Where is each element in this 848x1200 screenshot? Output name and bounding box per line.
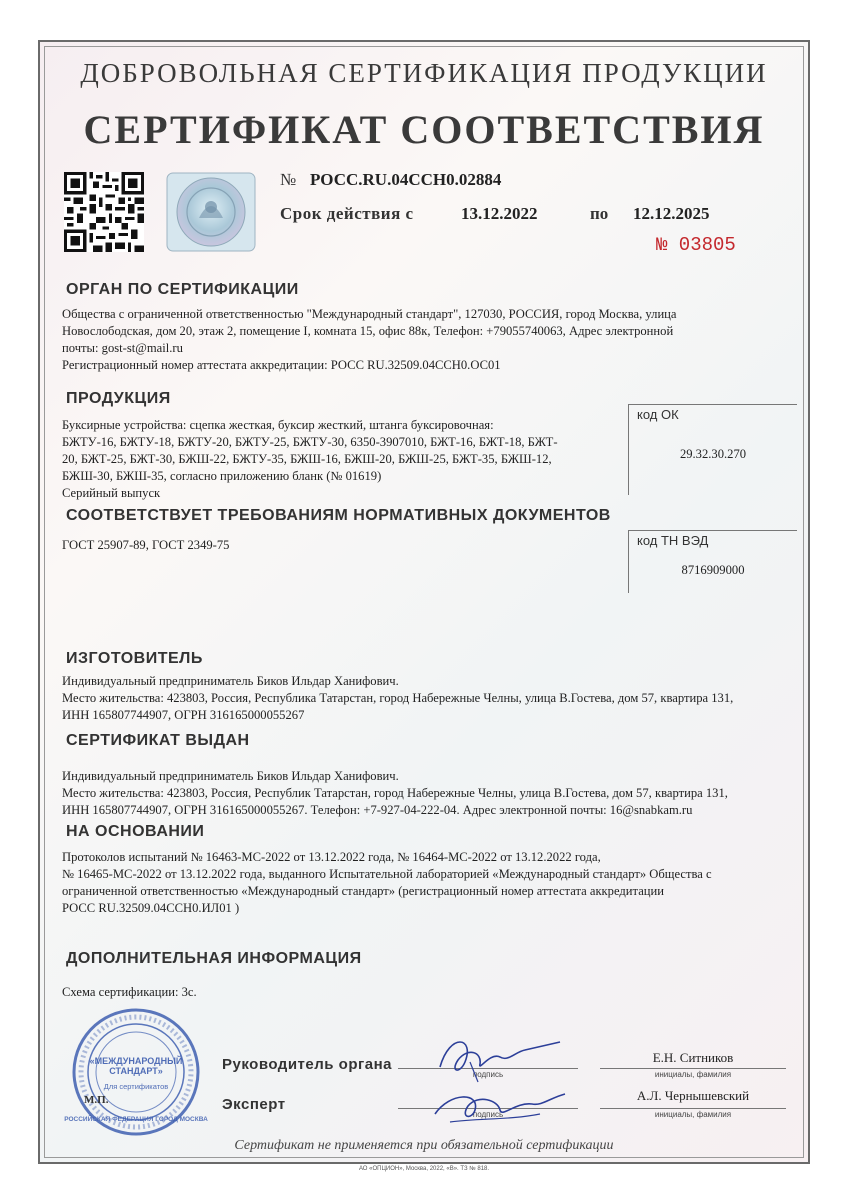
stamp-sub-text: Для сертификатов (103, 1082, 169, 1091)
hologram-emblem-icon (166, 172, 256, 252)
expert-name-line (600, 1108, 786, 1109)
certificate-sheet (38, 40, 810, 1164)
product-line-2: БЖТУ-16, БЖТУ-18, БЖТУ-20, БЖТУ-25, БЖТУ-30, 6350-3907010, БЖТ-16, БЖТ-18, БЖТ- (62, 435, 558, 449)
product-line-4: БЖШ-30, БЖШ-35, согласно приложению бланк (№ 01619) (62, 469, 382, 483)
head-name: Е.Н. Ситников (652, 1050, 734, 1065)
manufacturer-details (62, 673, 807, 724)
standards-line-1: ГОСТ 25907-89, ГОСТ 2349-75 (62, 538, 230, 552)
validity-label: Срок действия с (280, 204, 414, 223)
qr-code-icon (64, 172, 144, 252)
issued-to-line-3: ИНН 165807744907, ОГРН 316165000055267. Телефон: +7-927-04-222-04. Адрес электронной почты: 16@snabkam.ru (62, 803, 693, 817)
manufacturer-line-3: ИНН 165807744907, ОГРН 316165000055267 (62, 708, 305, 722)
stamp-ring-text: РОССИЙСКАЯ ФЕДЕРАЦИЯ ГОРОД МОСКВА (64, 1116, 208, 1123)
tnved-code-label: код ТН ВЭД (637, 533, 709, 548)
basis-line-4: РОСС RU.32509.04ССН0.ИЛ01 ) (62, 901, 240, 915)
section-heading-manufacturer: ИЗГОТОВИТЕЛЬ (66, 650, 203, 667)
official-stamp (56, 1004, 216, 1140)
org-line-4: Регистрационный номер аттестата аккредитации: РОСС RU.32509.04ССН0.ОС01 (62, 358, 501, 372)
section-heading-org: ОРГАН ПО СЕРТИФИКАЦИИ (66, 281, 299, 298)
header-subtitle: ДОБРОВОЛЬНАЯ СЕРТИФИКАЦИЯ ПРОДУКЦИИ (80, 58, 768, 88)
stamp-center-text: «МЕЖДУНАРОДНЫЙ СТАНДАРТ» (89, 1056, 183, 1076)
section-heading-standards: СООТВЕТСТВУЕТ ТРЕБОВАНИЯМ НОРМАТИВНЫХ ДОКУМЕНТОВ (66, 507, 611, 524)
stamp-mp-label: М.П. (84, 1094, 109, 1106)
signature-expert-label: Эксперт (222, 1096, 286, 1113)
tnved-code-box (628, 530, 797, 593)
signature-expert-caption: подпись (472, 1110, 504, 1119)
basis-details (62, 849, 807, 917)
basis-line-1: Протоколов испытаний № 16463-МС-2022 от 13.12.2022 года, № 16464-МС-2022 от 13.12.2022 года, (62, 850, 601, 864)
issued-to-line-2: Место жительства: 423803, Россия, Республик Татарстан, город Набережные Челны, улица В.Гостева, дом 57, квартира 131, (62, 786, 728, 800)
section-heading-basis: НА ОСНОВАНИИ (66, 823, 205, 840)
blank-number: № 03805 (656, 234, 736, 256)
product-line-5: Серийный выпуск (62, 486, 161, 500)
product-details (62, 417, 632, 502)
product-line-3: 20, БЖТ-25, БЖТ-30, БЖШ-22, БЖТУ-35, БЖШ-16, БЖШ-20, БЖШ-25, БЖТ-35, БЖШ-12, (62, 452, 552, 466)
valid-from-date: 13.12.2022 (461, 204, 538, 223)
manufacturer-line-2: Место жительства: 423803, Россия, Республика Татарстан, город Набережные Челны, улица В.Гостева, дом 57, квартира 131, (62, 691, 734, 705)
issued-to-details (62, 768, 807, 819)
section-heading-product: ПРОДУКЦИЯ (66, 390, 171, 407)
ok-code-value: 29.32.30.270 (679, 447, 747, 461)
head-name-line (600, 1068, 786, 1069)
cert-number-label: № (280, 170, 297, 189)
expert-name: А.Л. Чернышевский (636, 1088, 750, 1103)
org-details (62, 306, 802, 374)
section-heading-issued-to: СЕРТИФИКАТ ВЫДАН (66, 732, 250, 749)
signature-head-label: Руководитель органа (222, 1056, 392, 1073)
basis-line-3: ограниченной ответственностью «Международный стандарт» (регистрационный номер аттестата аккредитации (62, 884, 665, 898)
expert-name-caption: инициалы, фамилия (654, 1110, 732, 1119)
handwritten-signatures-icon (420, 1022, 570, 1132)
certificate-title: СЕРТИФИКАТ СООТВЕТСТВИЯ (83, 107, 765, 152)
manufacturer-line-1: Индивидуальный предприниматель Биков Ильдар Ханифович. (62, 674, 399, 688)
valid-to-label: по (590, 204, 609, 223)
product-line-1: Буксирные устройства: сцепка жесткая, буксир жесткий, штанга буксировочная: (62, 418, 494, 432)
additional-line-1: Схема сертификации: 3с. (62, 985, 197, 999)
ok-code-box (628, 404, 797, 495)
org-line-2: Новослободская, дом 20, этаж 2, помещение I, комната 15, офис 88к, Телефон: +79055740063, Адрес электронной (62, 324, 674, 338)
issued-to-line-1: Индивидуальный предприниматель Биков Ильдар Ханифович. (62, 769, 399, 783)
footer-note: Сертификат не применяется при обязательной сертификации (234, 1138, 614, 1153)
section-heading-additional: ДОПОЛНИТЕЛЬНАЯ ИНФОРМАЦИЯ (66, 950, 362, 967)
printer-imprint: АО «ОПЦИОН», Москва, 2022, «В». ТЗ № 818. (358, 1166, 490, 1172)
basis-line-2: № 16465-МС-2022 от 13.12.2022 года, выданного Испытательной лабораторией «Международный стандарт» Общества с (62, 867, 712, 881)
org-line-1: Общества с ограниченной ответственностью "Международный стандарт", 127030, РОССИЯ, город Москва, улица (62, 307, 677, 321)
ok-code-label: код ОК (637, 407, 679, 422)
head-name-caption: инициалы, фамилия (654, 1070, 732, 1079)
tnved-code-value: 8716909000 (681, 563, 745, 577)
cert-number: РОСС.RU.04ССН0.02884 (310, 170, 502, 189)
org-line-3: почты: gost-st@mail.ru (62, 341, 183, 355)
signature-head-caption: подпись (472, 1070, 504, 1079)
valid-to-date: 12.12.2025 (633, 204, 710, 223)
